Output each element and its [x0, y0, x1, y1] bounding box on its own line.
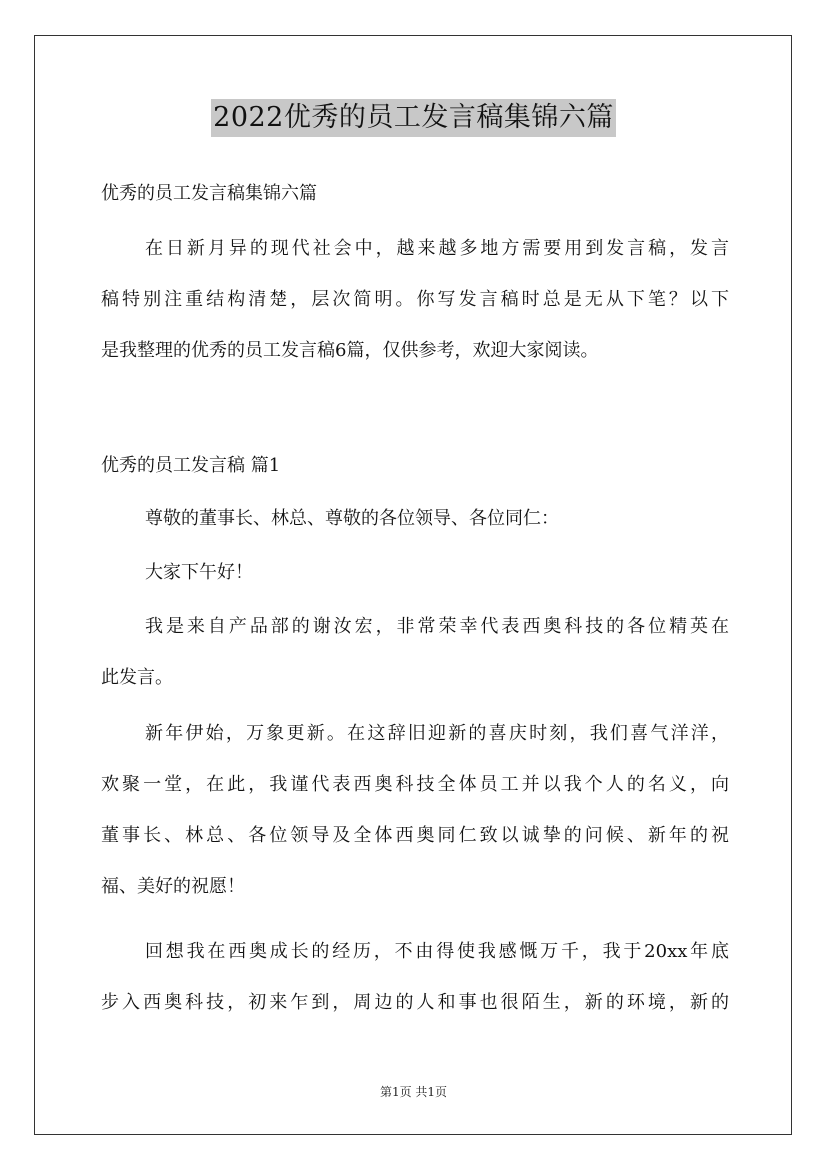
intro-line: 是我整理的优秀的员工发言稿6篇，仅供参考，欢迎大家阅读。 — [101, 340, 599, 361]
greeting-paragraph — [101, 547, 729, 598]
salutation-line: 尊敬的董事长、林总、尊敬的各位领导、各位同仁： — [145, 508, 559, 529]
paragraph-line: 新年伊始，万象更新。在这辞旧迎新的喜庆时刻，我们喜气洋洋， — [145, 723, 729, 744]
paragraph-line: 欢聚一堂，在此，我谨代表西奥科技全体员工并以我个人的名义，向 — [101, 774, 729, 795]
intro-line: 稿特别注重结构清楚，层次简明。你写发言稿时总是无从下笔？以下 — [101, 289, 729, 310]
section-heading: 优秀的员工发言稿 篇1 — [101, 455, 281, 476]
intro-line: 在日新月异的现代社会中，越来越多地方需要用到发言稿，发言 — [145, 238, 729, 259]
body-paragraph-3 — [101, 926, 729, 1028]
page-footer: 第1页 共1页 — [379, 1085, 448, 1099]
paragraph-line: 此发言。 — [101, 667, 173, 688]
salutation-paragraph — [101, 493, 729, 544]
paragraph-line: 福、美好的祝愿！ — [101, 876, 245, 897]
paragraph-line: 董事长、林总、各位领导及全体西奥同仁致以诚挚的问候、新年的祝 — [101, 825, 729, 846]
paragraph-line: 我是来自产品部的谢汝宏，非常荣幸代表西奥科技的各位精英在 — [145, 616, 729, 637]
body-paragraph-2 — [101, 708, 729, 912]
greeting-line: 大家下午好！ — [145, 562, 253, 583]
document-title: 2022优秀的员工发言稿集锦六篇 — [211, 99, 616, 137]
intro-paragraph — [101, 223, 729, 376]
document-subtitle: 优秀的员工发言稿集锦六篇 — [101, 183, 317, 204]
body-paragraph-1 — [101, 601, 729, 703]
paragraph-line: 步入西奥科技，初来乍到，周边的人和事也很陌生，新的环境，新的 — [101, 992, 729, 1013]
title-wrap — [0, 99, 827, 137]
paragraph-line: 回想我在西奥成长的经历，不由得使我感慨万千，我于20xx年底 — [145, 941, 729, 962]
